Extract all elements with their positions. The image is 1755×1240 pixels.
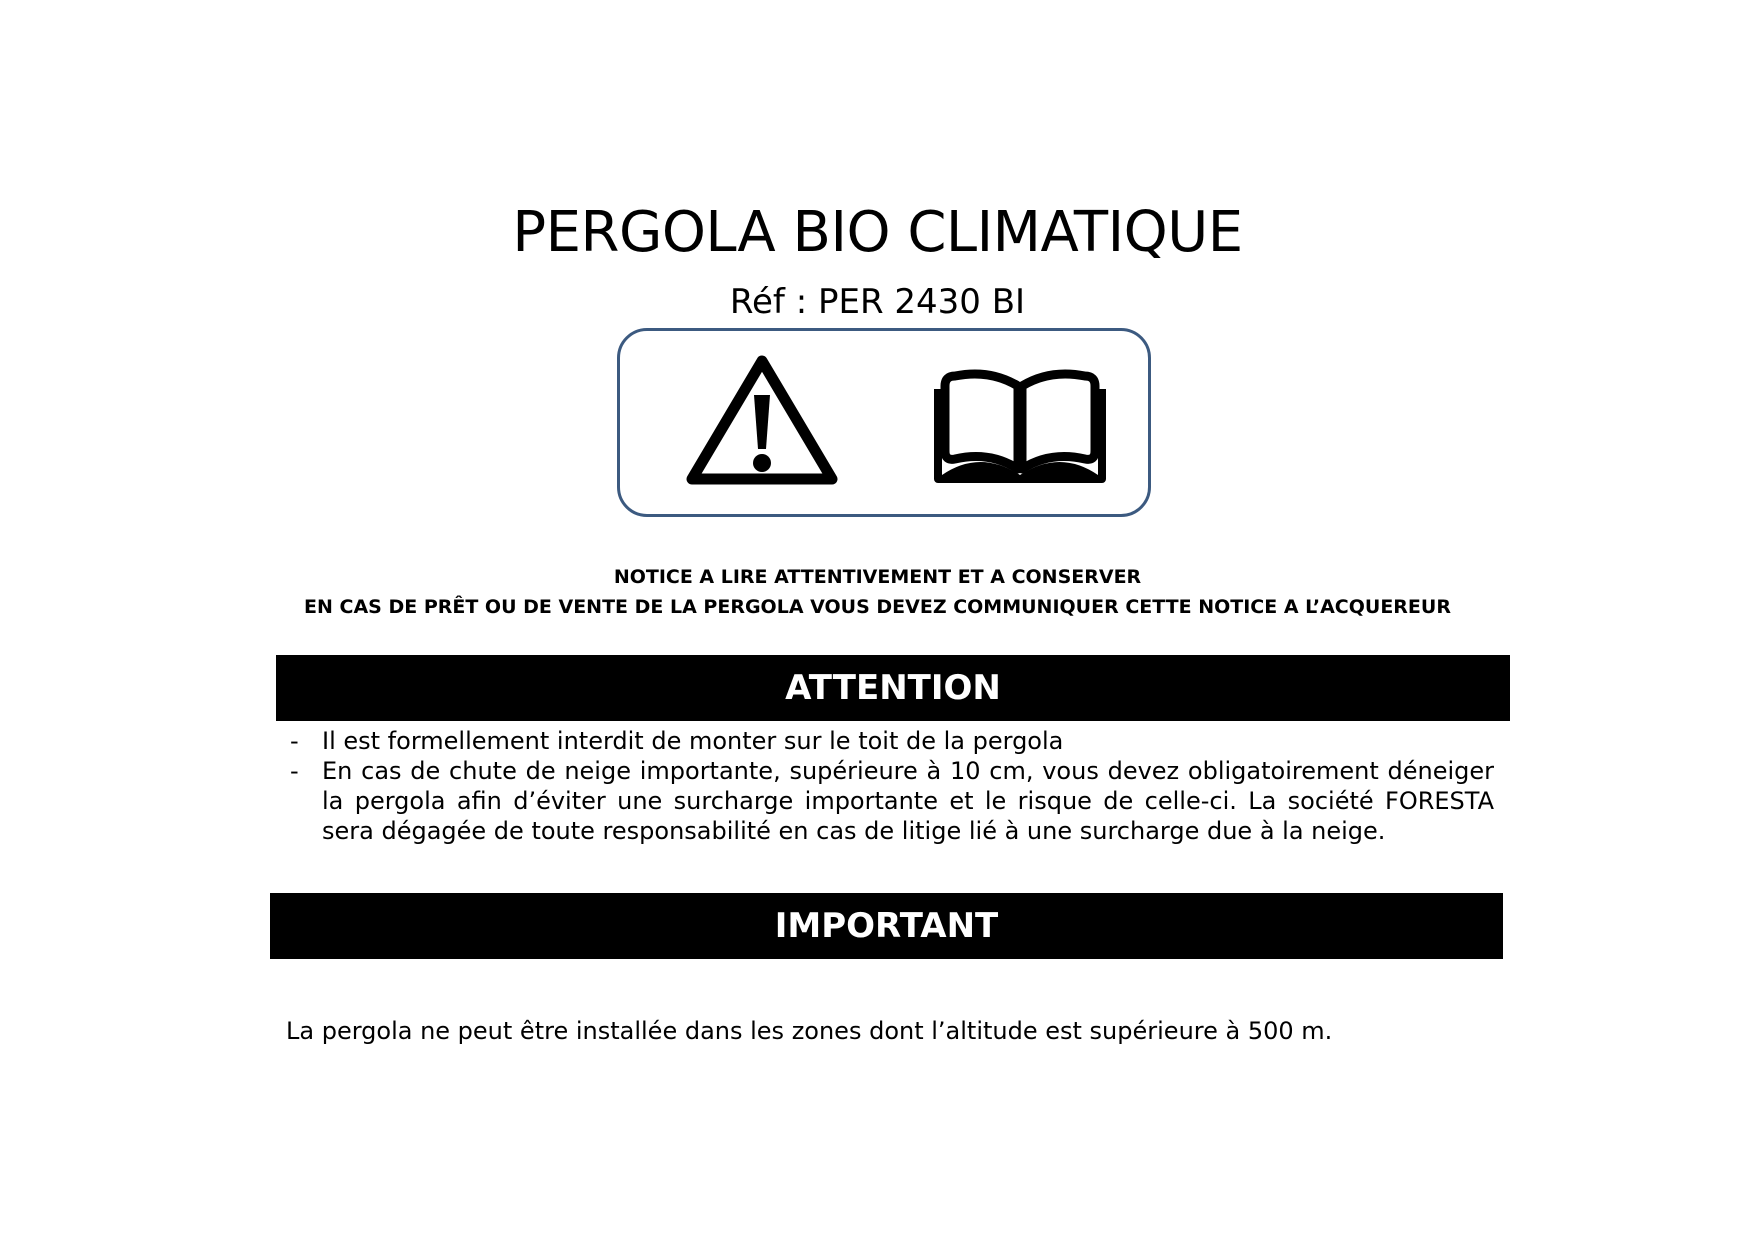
notice-line-2: EN CAS DE PRÊT OU DE VENTE DE LA PERGOLA VOUS DEVEZ COMMUNIQUER CETTE NOTICE A L’ACQUEREUR [304,596,1451,618]
list-item [290,726,1494,756]
attention-heading: ATTENTION [276,655,1510,721]
list-bullet: - [290,727,299,755]
important-text: La pergola ne peut être installée dans les zones dont l’altitude est supérieure à 500 m. [286,1017,1333,1045]
attention-list [290,726,1494,846]
list-bullet: - [290,757,299,785]
document-title: PERGOLA BIO CLIMATIQUE [512,200,1243,265]
warning-triangle-icon [682,351,842,491]
notice-block [0,562,1755,622]
product-reference: Réf : PER 2430 BI [729,282,1026,322]
open-book-icon [930,351,1110,491]
list-item [290,756,1494,846]
attention-item-text: En cas de chute de neige importante, supérieure à 10 cm, vous devez obligatoirement déneiger la pergola afin d’éviter une surcharge importante et le risque de celle-ci. La société FORESTA sera dégagée de toute responsabilité en cas de litige lié à une surcharge due à la neige. [322,757,1494,845]
important-heading: IMPORTANT [270,893,1503,959]
pictogram-frame [617,328,1151,517]
notice-line-1: NOTICE A LIRE ATTENTIVEMENT ET A CONSERVER [613,566,1142,588]
attention-item-text: Il est formellement interdit de monter sur le toit de la pergola [322,727,1064,755]
